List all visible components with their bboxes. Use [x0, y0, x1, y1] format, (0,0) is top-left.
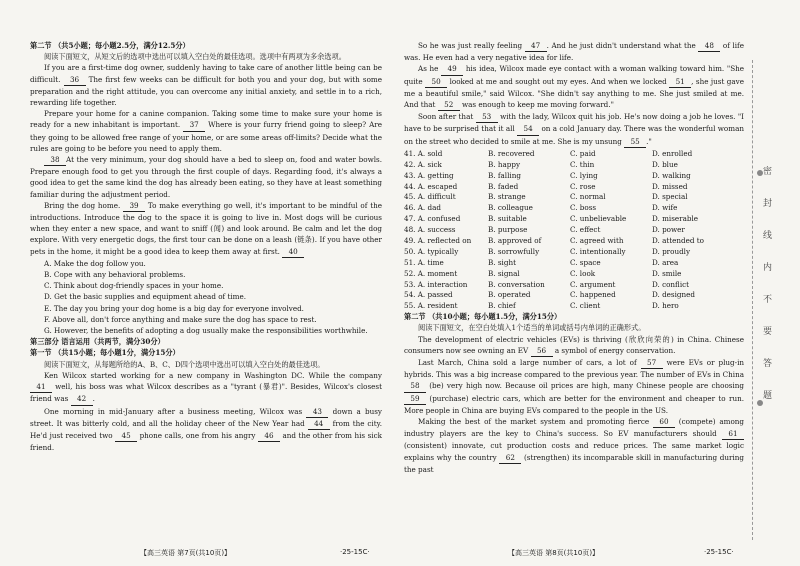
grammar-section-heading: 第二节 （共10小题；每小题1.5分，满分15分） — [404, 312, 562, 322]
right-footer — [508, 548, 734, 558]
blank-56: 56 — [531, 345, 553, 357]
option-a: A. Make the dog follow you. — [44, 258, 146, 268]
blank-54: 54 — [517, 123, 539, 135]
blank-42: 42 — [71, 393, 93, 405]
multiple-choice-table — [404, 148, 744, 311]
grammar-paragraph-2: Last March, China sold a large number of cars, a lot of 57 were EVs or plug-in hybrids. This was a big increase compared to the previous year. The number of EVs in China 58 (be) very high now. Because oil prices are high, many Chinese people are choosing 59 (purchase) electric cars, which are better for the environment and cheaper to run. More people in China are buying EVs compared to the people in the US. — [404, 358, 744, 415]
passage-paragraph-1: If you are a first-time dog owner, suddenly having to take care of another little being can be difficult. 36 The first few weeks can be difficult for both you and your dog, but with some preparation and the right attitude, you can overcome any initial anxiety, and settle in to a rich, rewarding life together. — [30, 63, 382, 108]
blank-41: 41 — [30, 381, 52, 393]
section1-heading: 第一节 （共15小题；每小题1分，满分15分） — [30, 348, 180, 358]
section2-heading: 第二节 （共5小题；每小题2.5分，满分12.5分） — [30, 41, 190, 50]
option-b: B. Cope with any behavioral problems. — [44, 270, 186, 280]
mc-row: 48. A. success B. purpose C. effect D. power — [404, 225, 685, 235]
mc-row: 49. A. reflected on B. approved of C. agreed with D. attended to — [404, 235, 704, 245]
left-footer — [140, 548, 370, 558]
mc-row: 45. A. difficult B. strange C. normal D. special — [404, 192, 688, 202]
blank-36: 36 — [64, 74, 86, 86]
blank-43: 43 — [306, 406, 328, 418]
mc-row: 54. A. passed B. operated C. happened D. designed — [404, 290, 696, 300]
cloze-paragraph-2: One morning in mid-January after a business meeting, Wilcox was 43 down a busy street. It was bitterly cold, and all the holiday cheer of the New Year had 44 from the city. He'd just received two 45 phone calls, one from his angry 46 and the other from his sick friend. — [30, 406, 382, 453]
section2-instructions: 阅读下面短文，从短文后的选项中选出可以填入空白处的最佳选项。选项中有两项为多余选项。 — [44, 52, 346, 62]
cloze-paragraph-3: So he was just really feeling 47 . And he just didn't understand what the 48 of life was. He even had a very negative idea for life. — [404, 41, 744, 63]
mc-row: 51. A. time B. sight C. space D. area — [404, 257, 679, 267]
seal-char: 封 — [763, 199, 773, 209]
mc-row: 43. A. getting B. falling C. lying D. walking — [404, 170, 691, 180]
right-column — [404, 40, 744, 475]
option-d: D. Get the basic supplies and equipment ahead of time. — [44, 292, 247, 302]
passage-paragraph-2: Prepare your home for a canine companion. Taking some time to make sure your home is ready for a new inhabitant is important. 37 Where is your furry friend going to sleep? Are they going to be allowed free range of your home, or are some areas off-limits? Decide what the rules are going to be before you need to apply them. — [30, 109, 382, 153]
left-column — [30, 40, 382, 453]
blank-48: 48 — [698, 40, 720, 52]
blank-51: 51 — [669, 76, 691, 88]
option-e: E. The day you bring your dog home is a big day for everyone involved. — [44, 303, 304, 313]
blank-53: 53 — [476, 111, 498, 123]
blank-61: 61 — [722, 428, 744, 440]
cloze-paragraph-5: Soon after that 53 with the lady, Wilcox quit his job. He's now doing a job he loves. "I have to be surprised that it all 54 on a cold January day. There was the wonderful woman on the street who decided to smile at me. She is my unsung 55 ." — [404, 111, 744, 148]
mc-row: 47. A. confused B. suitable C. unbelievable D. miserable — [404, 214, 699, 224]
blank-60: 60 — [653, 416, 675, 428]
right-footer-title: 【高三英语 第8页(共10页)】 — [508, 549, 600, 557]
blank-40: 40 — [282, 246, 304, 258]
blank-49: 49 — [441, 63, 463, 75]
mc-row: 41. A. sold B. recovered C. paid D. enrolled — [404, 148, 693, 158]
mc-row: 44. A. escaped B. faded C. rose D. missed — [404, 181, 688, 191]
mc-row: 53. A. interaction B. conversation C. argument D. conflict — [404, 279, 690, 289]
seal-char: 题 — [763, 391, 773, 401]
cloze-paragraph-4: As he 49 his idea, Wilcox made eye contact with a woman walking toward him. "She quite 50 looked at me and sought out my eyes. And when we locked 51 , she just gave me a beautiful smile," said Wilcox. "She didn't say anything to me. She just smiled at me. And that 52 was enough to keep me moving forward." — [404, 63, 744, 111]
grammar-instructions: 阅读下面短文，在空白处填入1个适当的单词或括号内单词的正确形式。 — [418, 323, 646, 333]
grammar-paragraph-1: The development of electric vehicles (EVs) is thriving (欣欣向荣的) in China. Chinese consumers now see owning an EV 56 a symbol of energy conservation. — [404, 334, 744, 357]
mc-row: 50. A. typically B. sorrowfully C. intentionally D. proudly — [404, 246, 691, 256]
section1-instructions: 阅读下面短文，从每题所给的A、B、C、D四个选项中选出可以填入空白处的最佳选项。 — [44, 359, 325, 369]
option-f: F. Above all, don't force anything and make sure the dog has space to rest. — [44, 314, 317, 324]
blank-46: 46 — [258, 430, 280, 442]
options-list — [30, 258, 382, 336]
seal-char: 内 — [763, 263, 773, 273]
blank-55: 55 — [624, 136, 646, 148]
blank-47: 47 — [525, 40, 547, 52]
passage-paragraph-4: Bring the dog home. 39 To make everything go well, it's important to be mindful of the introductions. Introduce the dog to the space it is going to live in. Most dogs will be curious when they enter a new space, and want to sniff (闻) and look around. Be calm and let the dog explore. With very energetic dogs, the first tour can be done on a leash (链条). If you have other pets in the home, it might be a good idea to keep them away at first. 40 — [30, 200, 382, 258]
seal-char: 线 — [763, 231, 773, 241]
blank-44: 44 — [308, 418, 330, 430]
blank-57: 57 — [641, 357, 663, 369]
blank-59: 59 — [404, 393, 426, 405]
passage-paragraph-3: 38 At the very minimum, your dog should have a bed to sleep on, food and water bowls. Prepare enough food to get you through the first couple of days. Regarding food, it's always a good idea to get the same kind the dog has already been eating, so they have at least something familiar during the adjustment period. — [30, 155, 382, 199]
left-footer-title: 【高三英语 第7页(共10页)】 — [140, 549, 232, 557]
mc-row: 46. A. dad B. colleague C. boss D. wife — [404, 203, 678, 213]
blank-58: 58 — [404, 380, 426, 392]
cloze-paragraph-1: Ken Wilcox started working for a new company in Washington DC. While the company 41 well, his boss was what Wilcox describes as a "tyrant (暴君)". Besides, Wilcox's closest friend was 42 . — [30, 370, 382, 406]
grammar-paragraph-3: Making the best of the market system and promoting fierce 60 (compete) among industry players are the key to China's success. So EV manufacturers should 61 (consistent) innovate, cut production costs and reduce prices. The same market logic explains why the country 62 (strengthen) its incomparable skill in manufacturing during the past — [404, 417, 744, 474]
blank-39: 39 — [123, 200, 145, 212]
blank-62: 62 — [499, 452, 521, 464]
seal-char: 不 — [763, 295, 773, 305]
option-c: C. Think about dog-friendly spaces in your home. — [44, 281, 224, 291]
blank-50: 50 — [425, 76, 447, 88]
part3-heading: 第三部分 语言运用（共两节，满分30分） — [30, 337, 165, 347]
blank-45: 45 — [115, 430, 137, 442]
seal-line-strip — [752, 60, 782, 540]
seal-char: 要 — [763, 327, 773, 337]
right-footer-code: ·25-15C· — [704, 548, 734, 556]
left-footer-code: ·25-15C· — [340, 548, 370, 556]
option-g: G. However, the benefits of adopting a dog usually make the responsibilities worthwhile. — [44, 326, 368, 336]
blank-52: 52 — [438, 99, 460, 111]
blank-37: 37 — [183, 119, 205, 131]
mc-row: 42. A. sick B. happy C. thin D. blue — [404, 159, 678, 169]
seal-char: 答 — [763, 359, 773, 369]
mc-row: 52. A. moment B. signal C. look D. smile — [404, 268, 682, 278]
mc-row: 55. A. resident B. chief C. client D. hero — [404, 301, 679, 311]
seal-char: 密 — [763, 167, 773, 177]
blank-38: 38 — [44, 154, 66, 166]
